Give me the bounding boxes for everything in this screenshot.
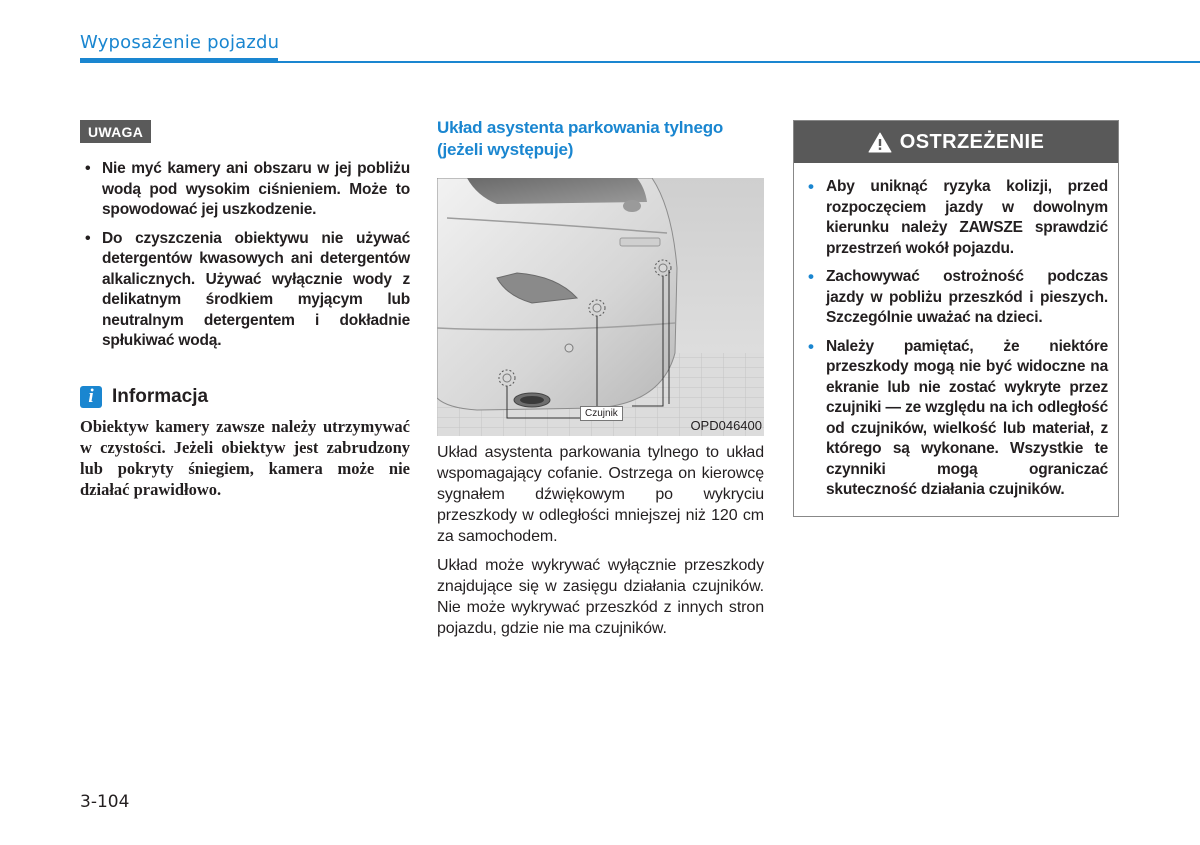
page-number: 3-104 [80,792,130,812]
figure-code: OPD046400 [690,418,762,433]
info-title: Informacja [112,385,209,407]
uwaga-item: • Do czyszczenia obiektywu nie używać detergentów kwasowych ani detergentów alkalicznych. Używać wyłącznie wody z delikatnym środkiem myjącym lub neutralnym detergentem i dokładnie spłukiwać wodą. [80,229,410,352]
paragraph: Układ asystenta parkowania tylnego to układ wspomagający cofanie. Ostrzega on kierowcę sygnałem dźwiękowym po wykryciu przeszkody w odległości mniejszej niż 120 cm za samochodem. [437,444,764,545]
car-rear-illustration [437,178,764,436]
warning-title: OSTRZEŻENIE [899,130,1045,153]
info-icon: i [80,386,102,408]
left-column [80,120,410,500]
header-underline-thick [80,58,278,63]
section-header-title: Wyposażenie pojazdu [80,32,280,53]
uwaga-item: • Nie myć kamery ani obszaru w jej pobliżu wodą pod wysokim ciśnieniem. Może to spowodować jej uszkodzenie. [80,159,410,221]
warning-list [806,177,1108,501]
section-title: Układ asystenta parkowania tylnego (jeżeli występuje) [437,118,724,159]
warning-header [794,121,1118,163]
paragraph: Układ może wykrywać wyłącznie przeszkody znajdujące się w zasięgu działania czujników. Nie może wykrywać przeszkód z innych stron pojazdu, gdzie nie ma czujników. [437,557,764,637]
middle-column [437,117,764,639]
info-heading [80,386,410,408]
uwaga-badge: UWAGA [80,120,151,143]
header-underline-thin [278,61,1200,63]
rear-parking-sensor-figure [437,178,764,436]
warning-box [793,120,1119,517]
warning-triangle-icon [868,132,892,153]
warning-item: • Aby uniknąć ryzyka kolizji, przed rozpoczęciem jazdy w dowolnym kierunku należy ZAWSZE sprawdzić przestrzeń wokół pojazdu. [806,177,1108,259]
info-text: Obiektyw kamery zawsze należy utrzymywać w czystości. Jeżeli obiektyw jest zabrudzony lub pokryty śniegiem, kamera może nie działać prawidłowo. [80,416,410,499]
sensor-label: Czujnik [580,406,623,421]
warning-item: • Należy pamiętać, że niektóre przeszkody mogą nie być widoczne na ekranie lub nie zostać wykryte przez czujniki — ze względu na ich odległość od czujników, wielkość lub materiał, z którego są wykonane. Wszystkie te czynniki mogą ograniczać skuteczność działania czujników. [806,337,1108,501]
warning-item: • Zachowywać ostrożność podczas jazdy w pobliżu przeszkód i pieszych. Szczególnie uważać na dzieci. [806,267,1108,329]
uwaga-list [80,159,410,352]
